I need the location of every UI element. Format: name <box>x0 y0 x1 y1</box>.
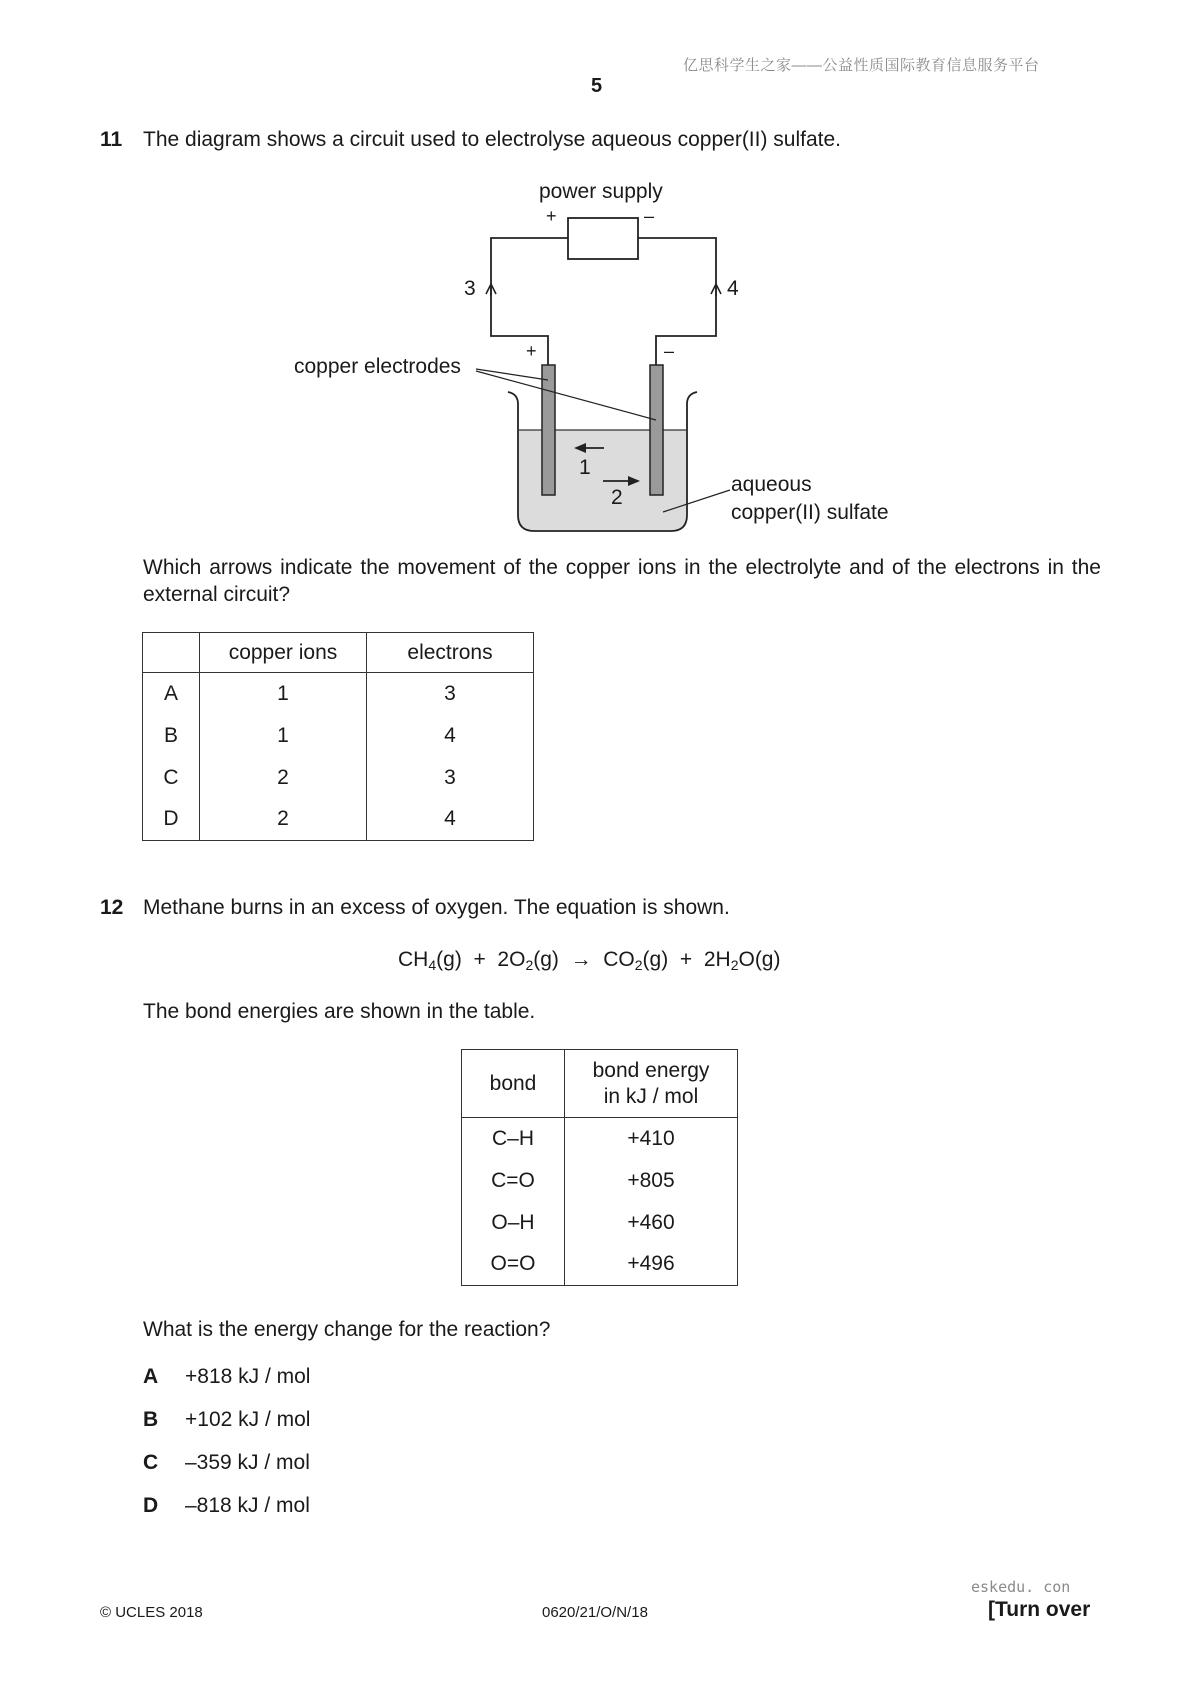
cell-ions: 2 <box>200 799 367 841</box>
cell-bond: O–H <box>462 1202 565 1244</box>
option-text-d: –818 kJ / mol <box>185 1494 310 1517</box>
cell-energy: +496 <box>565 1244 738 1286</box>
q11-table-header-ions: copper ions <box>200 633 367 673</box>
energy-header <box>565 1050 738 1118</box>
row-letter: A <box>143 673 200 715</box>
cell-energy: +460 <box>565 1202 738 1244</box>
row-letter: C <box>143 757 200 799</box>
row-letter: D <box>143 799 200 841</box>
eq-o2-sub: 2 <box>525 957 534 973</box>
option-text-a: +818 kJ / mol <box>185 1365 311 1388</box>
electrode-plus: + <box>526 341 537 361</box>
eq-h2o-state: O(g) <box>738 948 781 971</box>
power-supply-label: power supply <box>539 180 663 203</box>
header-watermark: 亿思科学生之家——公益性质国际教育信息服务平台 <box>683 57 1040 74</box>
q11-stem: The diagram shows a circuit used to electrolyse aqueous copper(II) sulfate. <box>143 128 842 151</box>
cell-electrons: 3 <box>367 757 534 799</box>
footer-watermark: eskedu. con <box>971 1578 1071 1596</box>
leader-right-electrode <box>476 371 656 420</box>
wire-right <box>638 238 716 365</box>
table-row <box>143 757 534 799</box>
power-supply-box <box>568 218 638 259</box>
electrodes-label: copper electrodes <box>294 355 461 378</box>
option-letter-c: C <box>143 1451 159 1474</box>
arrow-3-icon <box>486 284 496 296</box>
q11-table-header-blank <box>143 633 200 673</box>
eq-co2: CO <box>603 948 635 971</box>
arrow-2-label: 2 <box>611 486 623 509</box>
electrode-minus: – <box>664 341 675 361</box>
q12-stem: Methane burns in an excess of oxygen. The equation is shown. <box>143 896 730 919</box>
cell-bond: C=O <box>462 1160 565 1202</box>
eq-state: (g) <box>533 948 559 971</box>
eq-arrow: → <box>570 948 592 971</box>
footer-code: 0620/21/O/N/18 <box>542 1604 648 1621</box>
page-number: 5 <box>591 75 603 97</box>
q12-equation <box>398 948 780 972</box>
eq-h2o: 2H <box>703 948 731 971</box>
option-letter-b: B <box>143 1408 159 1431</box>
table-row <box>143 715 534 757</box>
cell-bond: C–H <box>462 1118 565 1160</box>
eq-state: (g) <box>642 948 669 971</box>
footer-copyright: © UCLES 2018 <box>100 1604 203 1621</box>
cathode-electrode <box>650 365 663 495</box>
energy-header-line1: bond energy <box>592 1058 710 1082</box>
footer-turn-over: [Turn over <box>988 1598 1091 1621</box>
bond-header: bond <box>462 1050 565 1118</box>
arrow-4-icon <box>711 284 721 296</box>
cell-bond: O=O <box>462 1244 565 1286</box>
q11-number: 11 <box>100 128 123 151</box>
q12-number: 12 <box>100 896 124 919</box>
cell-energy: +805 <box>565 1160 738 1202</box>
option-text-b: +102 kJ / mol <box>185 1408 311 1431</box>
eq-o2: 2O <box>497 948 526 971</box>
eq-plus: + <box>473 948 486 971</box>
electrolysis-diagram <box>0 0 1190 560</box>
q11-table <box>142 632 534 841</box>
supply-minus: – <box>644 206 655 226</box>
energy-header-line2: in kJ / mol <box>603 1084 699 1108</box>
electrolyte-label-line2: copper(II) sulfate <box>731 501 889 524</box>
q11-table-header-electrons: electrons <box>367 633 534 673</box>
cell-electrons: 4 <box>367 799 534 841</box>
anode-electrode <box>542 365 555 495</box>
option-letter-d: D <box>143 1494 159 1517</box>
row-letter: B <box>143 715 200 757</box>
arrow-4-label: 4 <box>727 277 739 300</box>
cell-ions: 1 <box>200 673 367 715</box>
arrow-3-label: 3 <box>464 277 476 300</box>
eq-state: (g) <box>436 948 462 971</box>
cell-ions: 1 <box>200 715 367 757</box>
table-row <box>143 673 534 715</box>
cell-electrons: 4 <box>367 715 534 757</box>
arrow-1-label: 1 <box>579 456 591 479</box>
table-row <box>462 1202 738 1244</box>
cell-ions: 2 <box>200 757 367 799</box>
q12-table-intro: The bond energies are shown in the table. <box>143 1000 536 1023</box>
electrolyte-label-line1: aqueous <box>731 473 812 496</box>
cell-energy: +410 <box>565 1118 738 1160</box>
option-text-c: –359 kJ / mol <box>185 1451 310 1474</box>
q11-question: Which arrows indicate the movement of the copper ions in the electrolyte and of the electrons in the external circuit? <box>143 556 1101 606</box>
table-row <box>462 1118 738 1160</box>
table-row <box>462 1244 738 1286</box>
eq-h2o-sub: 2 <box>730 957 739 973</box>
cell-electrons: 3 <box>367 673 534 715</box>
q12-question: What is the energy change for the reaction? <box>143 1318 551 1341</box>
table-row <box>143 799 534 841</box>
q12-bond-table <box>461 1049 738 1286</box>
eq-plus: + <box>679 948 693 971</box>
option-letter-a: A <box>143 1365 159 1388</box>
supply-plus: + <box>546 206 557 226</box>
eq-co2-sub: 2 <box>634 957 643 973</box>
table-row <box>462 1160 738 1202</box>
eq-ch-sub: 4 <box>428 957 437 973</box>
eq-ch: CH <box>398 948 429 971</box>
